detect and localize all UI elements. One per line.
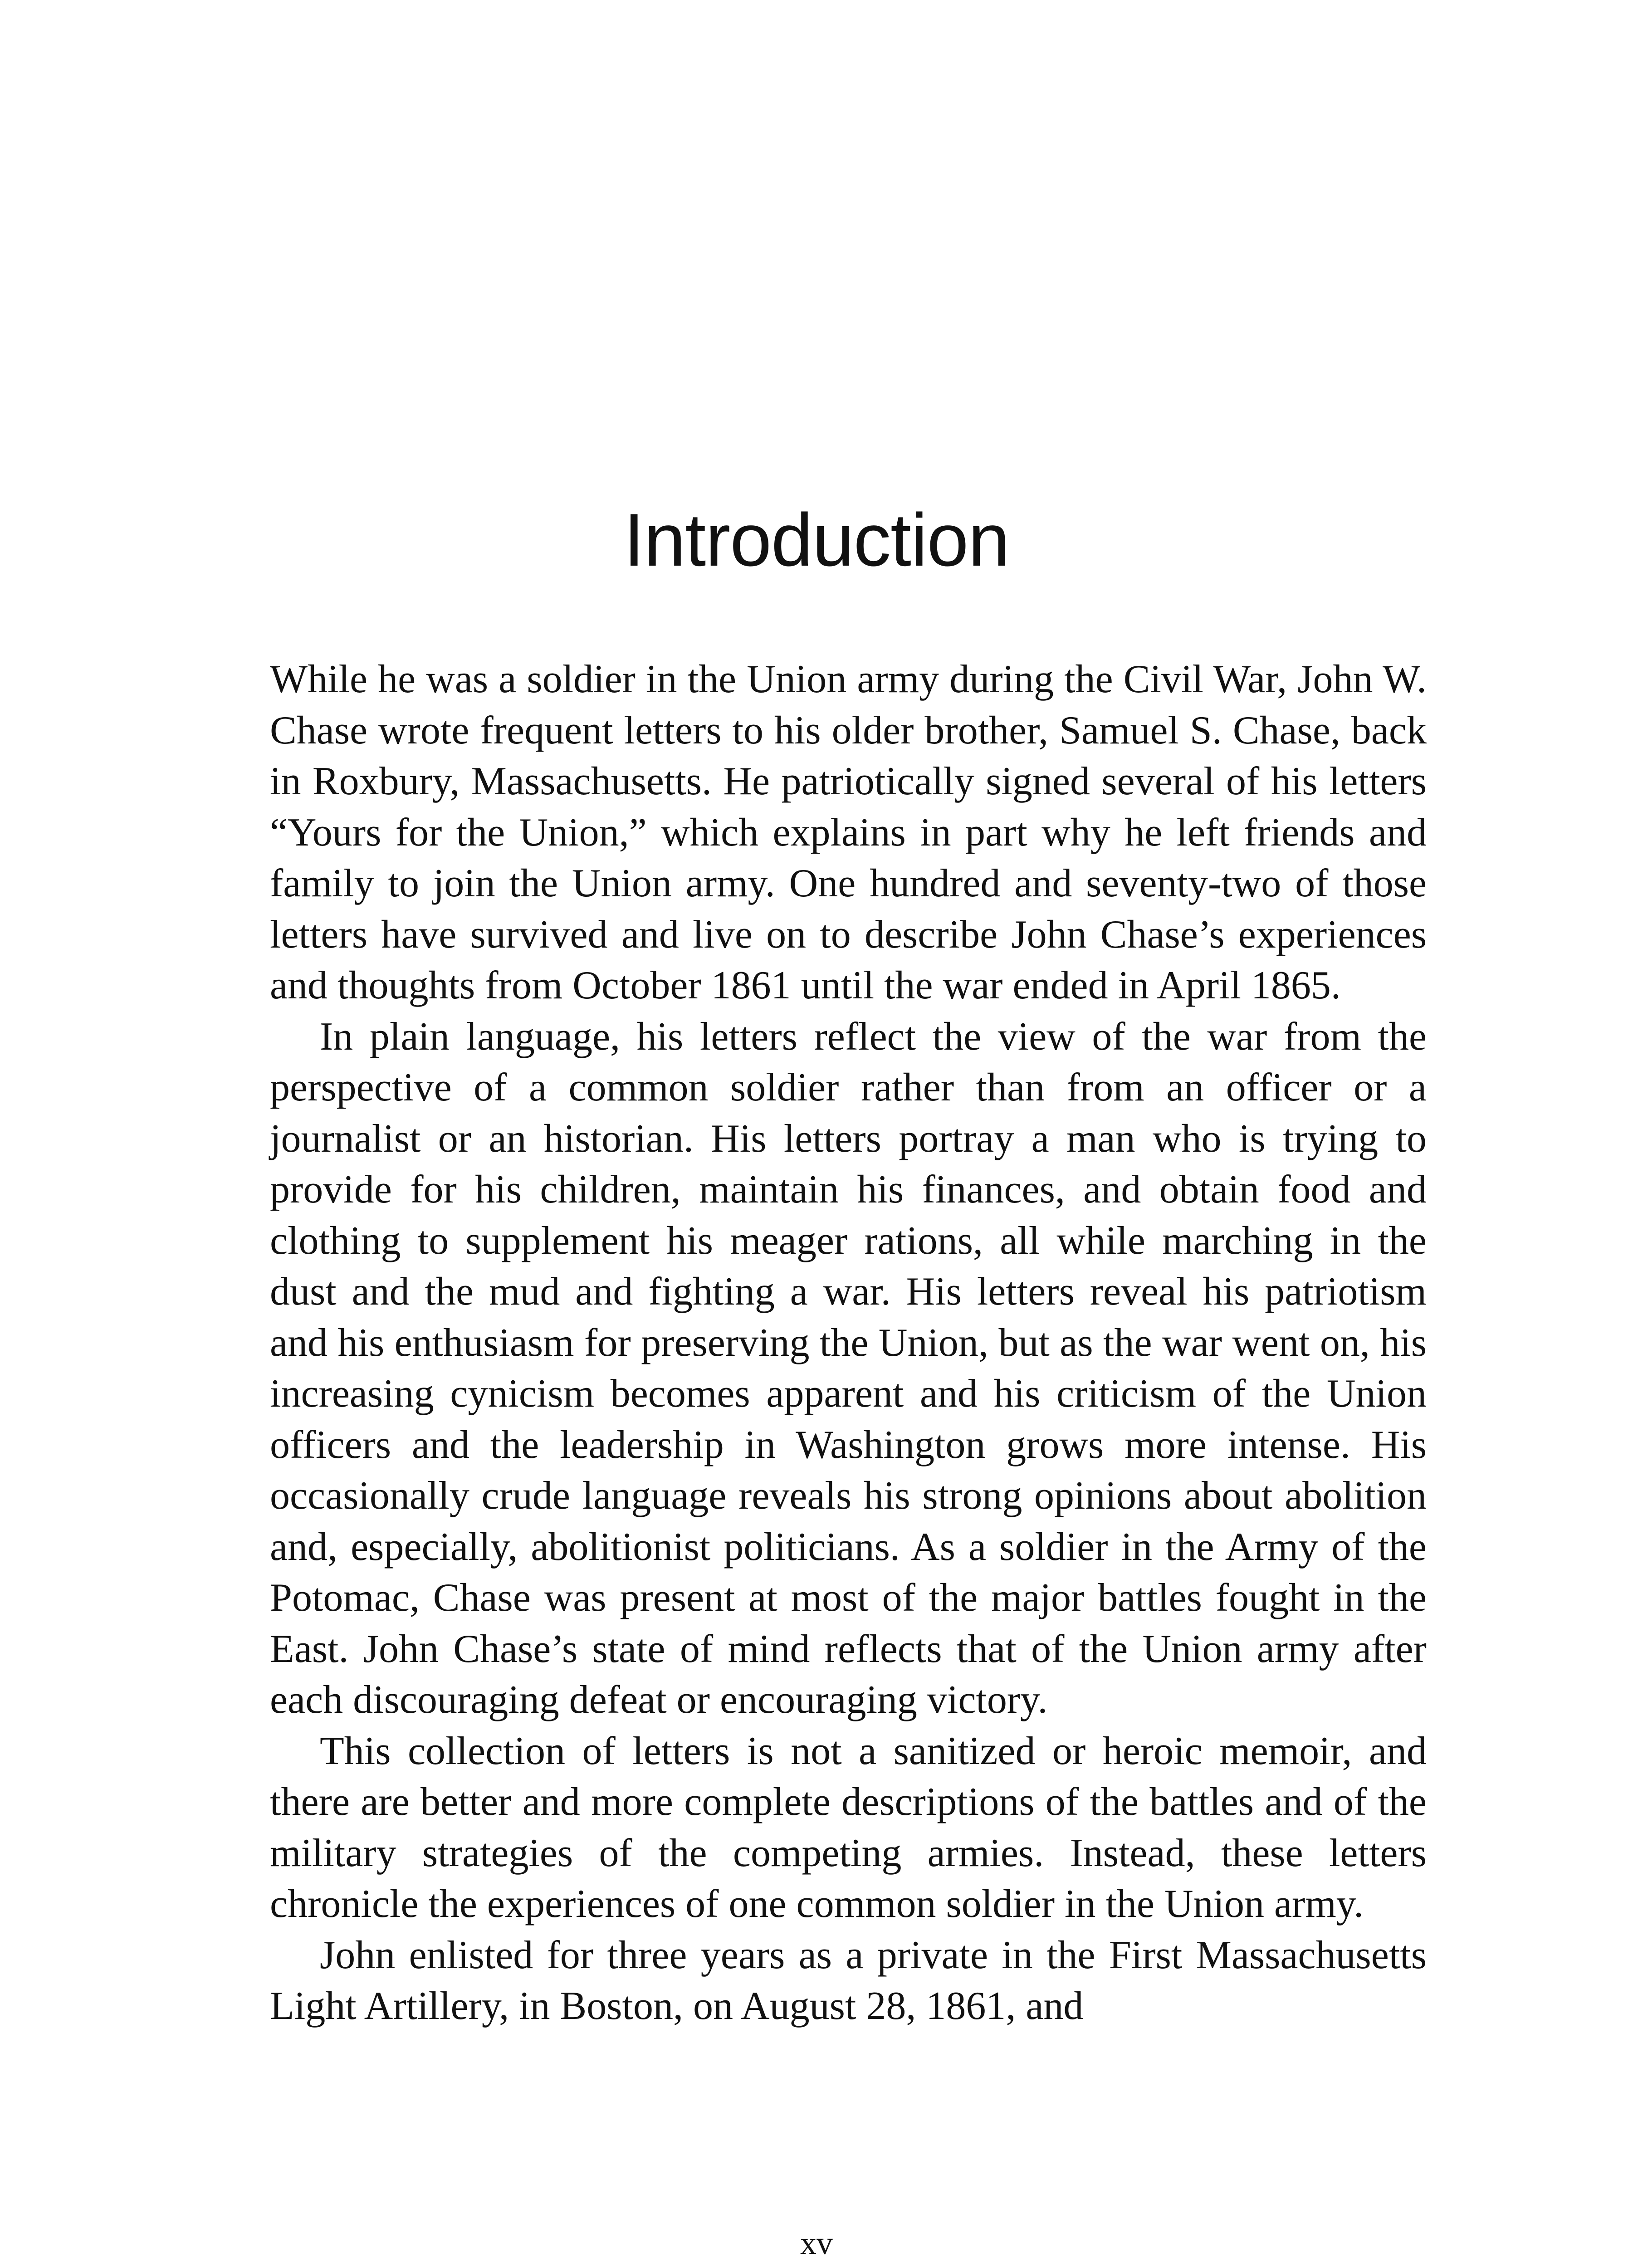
- paragraph-3: This collection of letters is not a sanitized or heroic memoir, and there are better and more complete descriptions of the battles and of the military strategies of the competing armies. Instead, these letters chronicle the experiences of one common soldier in the Union army.: [270, 1729, 1427, 1926]
- paragraph-4: John enlisted for three years as a private in the First Massachusetts Light Artillery, in Boston, on August 28, 1861, and: [270, 1933, 1427, 2028]
- chapter-title: Introduction: [623, 498, 1010, 582]
- paragraph-1: While he was a soldier in the Union army during the Civil War, John W. Chase wrote frequent letters to his older brother, Samuel S. Chase, back in Roxbury, Massachusetts. He patriotically signed several of his letters “Yours for the Union,” which explains in part why he left friends and family to join the Union army. One hundred and seventy-two of those letters have survived and live on to describe John Chase’s experiences and thoughts from October 1861 until the war ended in April 1865.: [270, 657, 1427, 1007]
- chapter-body: [270, 654, 1427, 2032]
- paragraph-2: In plain language, his letters reflect the view of the war from the perspective of a common soldier rather than from an officer or a journalist or an historian. His letters portray a man who is trying to provide for his children, maintain his finances, and obtain food and clothing to supplement his meager rations, all while marching in the dust and the mud and fighting a war. His letters reveal his patriotism and his enthusiasm for preserving the Union, but as the war went on, his increasing cynicism becomes apparent and his criticism of the Union officers and the leadership in Washington grows more intense. His occasionally crude language reveals his strong opinions about abolition and, especially, abolitionist politicians. As a soldier in the Army of the Potomac, Chase was present at most of the major battles fought in the East. John Chase’s state of mind reflects that of the Union army after each discouraging defeat or encouraging victory.: [270, 1014, 1427, 1722]
- page-number: xv: [800, 2225, 833, 2261]
